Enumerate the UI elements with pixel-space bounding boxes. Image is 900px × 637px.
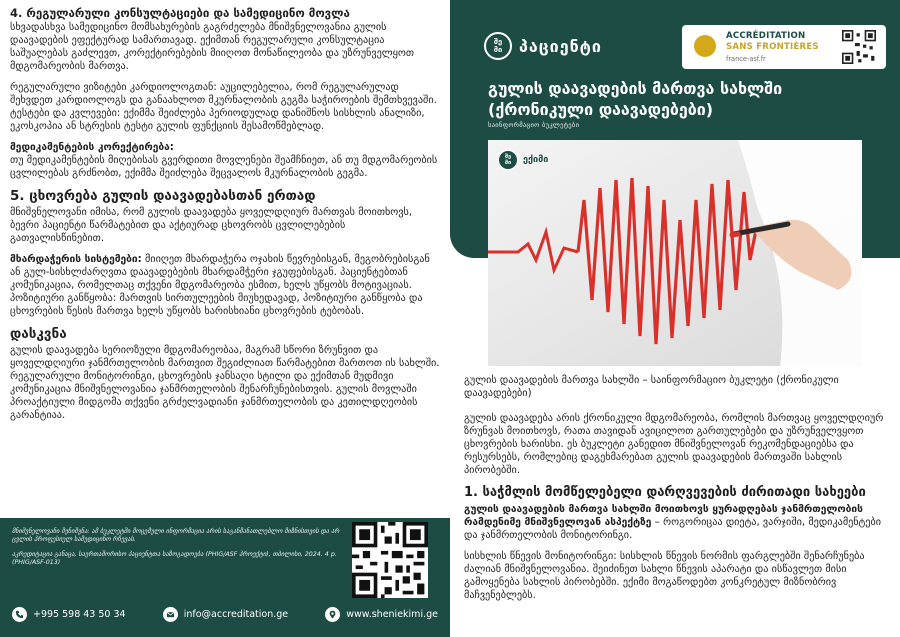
section-4-title: 4. რეგულარული კონსულტაციები და სამედიცინო მოვლა	[10, 6, 350, 20]
support-text: მიიღეთ მხარდაჭერა ოჯახის წევრებისგან, მეგობრებისგან ან გულ-სისხლძარღვთა დაავადებების მხარდამჭერი ჯგუფებისგან. პაციენტებთან კომუნიკაცია, რომელთაც თქვენი მდგომარეობა ესმით, ხელს უწყობს მოტივაციას. პოზიტიური განწყობა: მართვის სირთულეების მიუხედავად, პოზიტიური განწყობა და ცხოვრების წესის მართვა ხელს უწყობს ხარისხიანი ცხოვრების ტებობას.	[10, 254, 430, 317]
contact-web[interactable]	[325, 607, 438, 622]
section-1-rest: – როგორიცაა დიეტა, ვარჯიში, მედიკამენტები და ჯანმრთელობის მონიტორინგი.	[464, 517, 882, 541]
conclusion-text: გულის დაავადება სერიოზული მდგომარეობაა, მაგრამ სწორი ზრუნვით და ყოველდღიური ჯანმრთელობის მართვით შეგიძლიათ წარმატებით მართოთ ის სახლში. რეგულარული მონიტორინგი, ცხოვრების ჯანსაღი სტილი და ექიმთან მუდმივი კომუნიკაცია მნიშვნელოვანია ჯანმრთელობის შენარჩუნებისთვის. გულის მოვლაში პროაქტიული მიდგომა თქვენი გრძელვადიანი ჯანმრთელობის და კეთილდღეობის გარანტიაა.	[10, 345, 440, 421]
right-column	[450, 0, 900, 637]
heart-photo	[488, 140, 862, 366]
footer-note-2: აკრედიტაცია განაცა, საერთაშორისო პაციენტთა საზოგადოება (PHIG/ASF პროექტი), თბილისი, 2024. 4 p. (PHIG/ASF-013)	[12, 550, 337, 567]
section-4-paragraph-2: რეგულარული ვიზიტები კარდიოლოგთან: აუცილებელია, რომ რეგულარულად შეხვდეთ კარდიოლოგს და განაახლოთ მკურნალობის გეგმა საჭიროების შემთხვევაში. ტესტები და კვლევები: ექიმმა შეიძლება პერიოდულად დანიშნოს სისხლის ანალიზი, ეკოსკოპია ან სტრესის ტესტი გულის ფუნქციის შესამოწმებლად.	[10, 82, 437, 132]
phone-number: +995 598 43 50 34	[33, 608, 126, 620]
section-5-title: 5. ცხოვრება გულის დაავადებასთან ერთად	[10, 188, 316, 204]
support-paragraph	[10, 253, 440, 318]
footer-note	[12, 528, 342, 574]
right-text	[464, 374, 892, 610]
contact-bar	[12, 602, 438, 626]
section-1-bold: გულის დაავადების მართვა სახლში მოითხოვს ყურადღებას ჯანმრთელობის რამდენიმე მნიშვნელოვან ასპექტზე	[464, 504, 863, 528]
brand-name: პაციენტი	[519, 36, 602, 56]
section-1-title: 1. საჭმლის მომწელებელი დარღვევების ძირითადი სახეები	[464, 485, 866, 500]
section-1-paragraph	[464, 503, 892, 542]
left-footer	[0, 518, 450, 637]
medication-text: თუ მედიკამენტების მიღებისას გვერდითი მოვლენები შეამჩნიეთ, ან თუ მდგომარეობის ცვლილებას გრძნობთ, ექიმმა შეიძლება შეცვალოს მკურნალობის გეგმა.	[10, 155, 438, 179]
left-text	[10, 6, 440, 430]
medication-heading: მედიკამენტების კორექტირება:	[10, 142, 174, 153]
website-url: www.sheniekimi.ge	[346, 608, 438, 620]
brand	[484, 32, 602, 60]
intro-paragraph: გულის დაავადება არის ქრონიკული მდგომარეობა, რომლის მართვაც ყოველდღიურ ზრუნვას მოითხოვს, რათა თავიდან ავიცილოთ გართულებები და უზრუნველვყოთ ცხოვრების ხარისხი. ეს ბუკლეტი განედით მნიშვნელოვან რეკომენდაციებსა და რესურსებს, რომლებიც დაგეხმარებათ გულის დაავადების მართვაში სახლის პირობებში.	[464, 413, 884, 476]
photo-caption: გულის დაავადების მართვა სახლში – საინფორმაციო ბუკლეტი (ქრონიკული დაავადებები)	[464, 375, 839, 399]
page-title: გულის დაავადების მართვა სახლში (ქრონიკული დაავადებები)	[488, 79, 783, 119]
support-label: მხარდაჭერის სისტემები:	[10, 254, 142, 265]
conclusion-title: დასკვნა	[10, 326, 67, 342]
email-address: info@accreditation.ge	[183, 608, 289, 620]
doctor-badge-text: ექიმი	[523, 155, 549, 165]
section-1-paragraph-2: სისხლის წნევის მონიტორინგი: სისხლის წნევის ნორმის ფარგლებში შენარჩუნება ძალიან მნიშვნელოვანია. შეიძინეთ სახლი წნევის აპარატი და ისწავლეთ მისი გამოყენება სახლის პირობებში. ექიმი მოგაწოდებთ კონკრეტულ მიზნობრივ მაჩვენებლებს.	[464, 551, 865, 601]
page-subtitle: საინფორმაციო ბუკლეტები	[488, 121, 580, 129]
contact-email[interactable]	[163, 607, 288, 622]
doctor-badge	[498, 150, 548, 170]
brand-logo: შე მი	[484, 32, 512, 60]
email-icon	[163, 607, 178, 622]
heart-illustration	[488, 140, 862, 366]
accreditation-url: france-asf.fr	[726, 55, 766, 63]
accreditation-line-2: SANS FRONTIÈRES	[726, 42, 819, 52]
location-pin-icon	[325, 607, 340, 622]
accreditation-qr-icon	[842, 30, 876, 64]
section-5-paragraph: მნიშვნელოვანი იმისა, რომ გულის დაავადება ყოველდღიურ მართვას მოითხოვს, ბევრი პაციენტი წარმატებით და აქტიურად ცხოვრობს ცვლილებების გათვალისწინებით.	[10, 207, 413, 244]
accreditation-emblem-icon	[694, 35, 716, 57]
qr-code[interactable]	[348, 518, 432, 602]
accreditation-badge[interactable]	[682, 25, 886, 69]
accreditation-line-1: ACCRÉDITATION	[726, 31, 806, 41]
qr-code-icon	[352, 522, 428, 598]
contact-phone[interactable]	[12, 607, 126, 622]
footer-note-1: მნიშვნელოვანი შენიშვნა: ამ ბუკლეტში მოცემული ინფორმაცია არის საგანმანათლებლო მიზნისთვის და არ ცვლის პროფესიულ სამედიცინო რჩევას.	[12, 528, 340, 544]
phone-icon	[12, 607, 27, 622]
doctor-badge-logo: შე მი	[498, 150, 518, 170]
section-4-paragraph: სხვადასხვა სამედიცინო მომსახურების გაგრძელება მნიშვნელოვანია გულის დაავადების ეფექტურად სამართავად. ექიმთან რეგულარული კონსულტაცია საშუალებას გაძლევთ, კორექტირებების მიიღოთ მონაწილეობა და უზრუნველყოთ მდგომარეობის მართვა.	[10, 22, 415, 72]
